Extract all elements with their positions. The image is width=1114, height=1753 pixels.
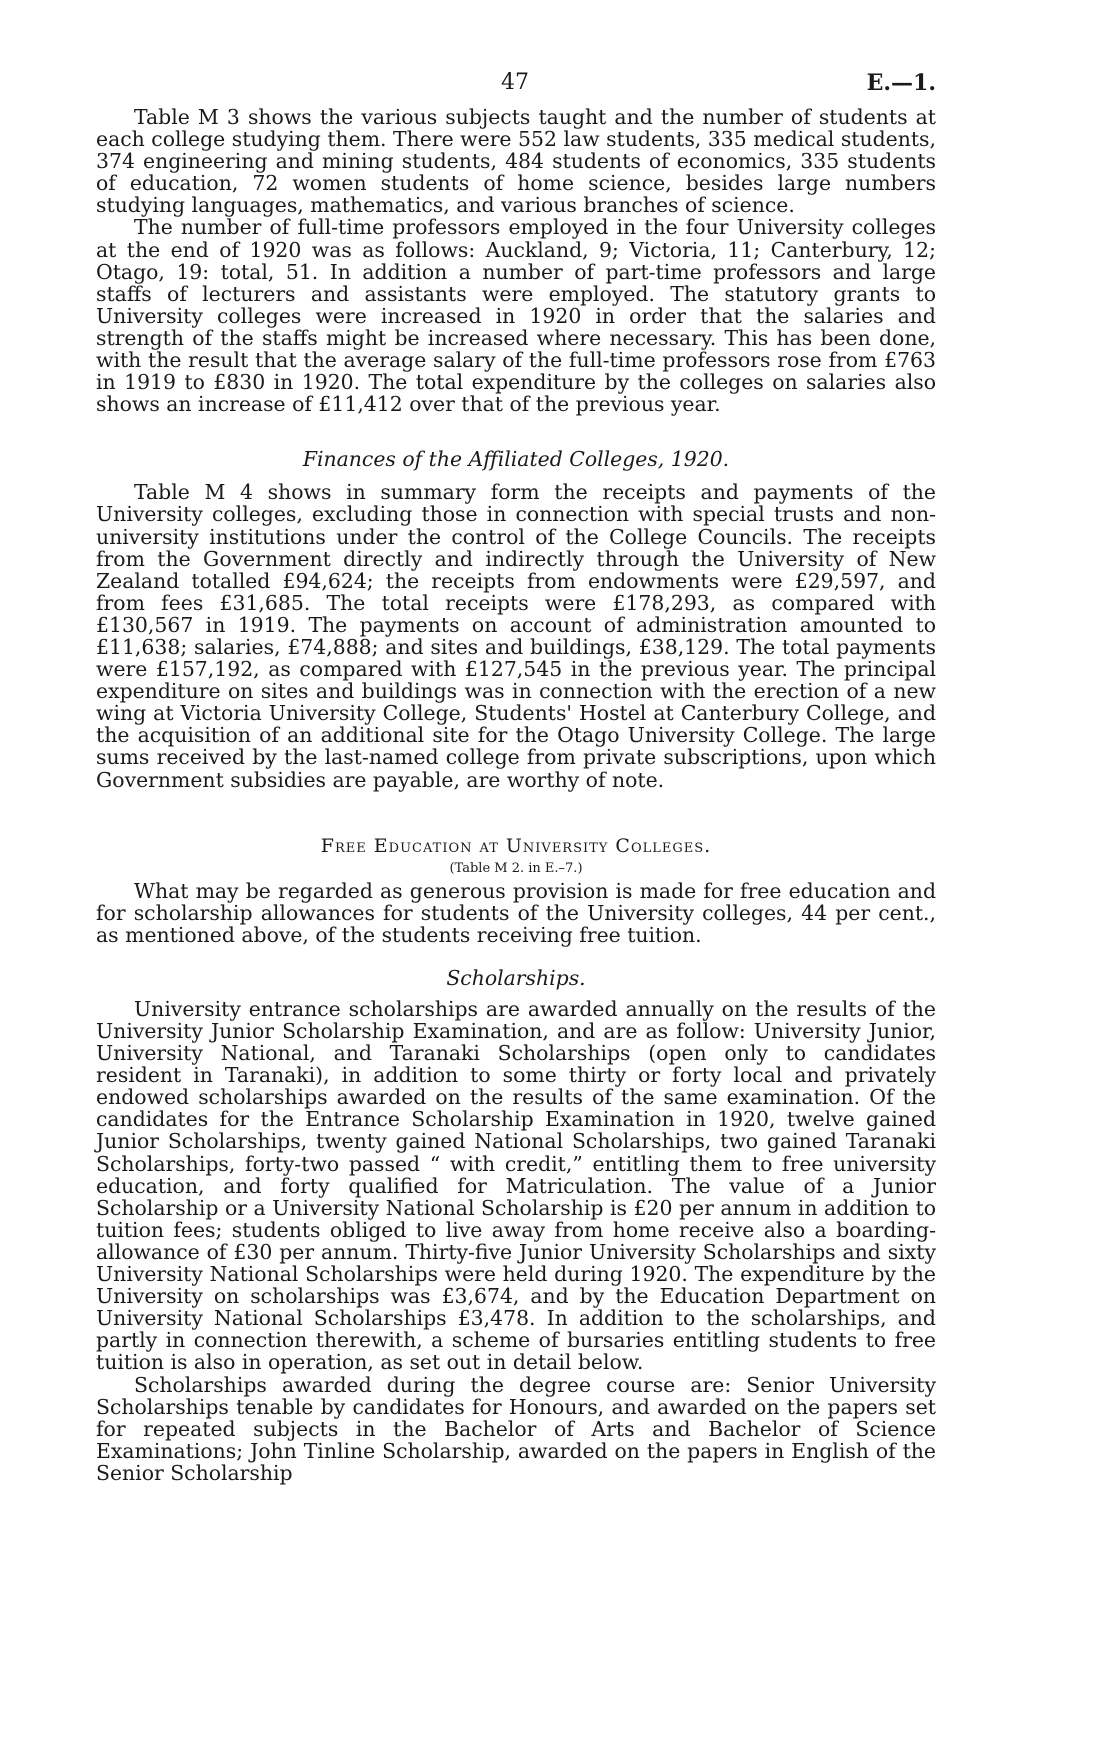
scholarships-heading: Scholarships. — [446, 965, 586, 990]
paragraph: What may be regarded as generous provision is made for free education and for scholarship allowances for students of the University colleges, 44 per cent., as mentioned above, of the students receiving free tuition. — [96, 878, 936, 947]
paragraph: Table M 4 shows in summary form the receipts and payments of the University colleges, excluding those in connection with special trusts and non-university institutions under the control of the College Councils. The receipts from the Government directly and indirectly through the University of New Zealand totalled £94,624; the receipts from endowments were £29,597, and from fees £31,685. The total receipts were £178,293, as compared with £130,567 in 1919. The payments on account of administration amounted to £11,638; salaries, £74,888; and sites and buildings, £38,129. The total payments were £157,192, as compared with £127,545 in the previous year. The principal expenditure on sites and buildings was in connection with the erection of a new wing at Victoria University College, Students' Hostel at Canterbury College, and the acquisition of an additional site for the Otago University College. The large sums received by the last-named college from private subscriptions, upon which Government subsidies are payable, are worthy of note. — [96, 480, 936, 792]
paragraph: Table M 3 shows the various subjects taught and the number of students at each college studying them. There were 552 law students, 335 medical students, 374 engineering and mining students, 484 students of economics, 335 students of education, 72 women students of home science, besides large numbers studying languages, mathematics, and various branches of science. — [96, 105, 936, 218]
free-education-heading: Free Education at University Colleges. — [320, 834, 712, 857]
page-reference: E.—1. — [866, 70, 936, 96]
paragraph: The number of full-time professors employed in the four University colleges at the end of 1920 was as follows: Auckland, 9; Victoria, 11; Canterbury, 12; Otago, 19: total, 51. In addition a number of part-time professors and large staffs of lecturers and assistants were employed. The statutory grants to University colleges were increased in 1920 in order that the salaries and strength of the staffs might be increased where necessary. This has been done, with the result that the average salary of the full-time professors rose from £763 in 1919 to £830 in 1920. The total expenditure by the colleges on salaries also shows an increase of £11,412 over that of the previous year. — [96, 215, 936, 417]
paragraph: Scholarships awarded during the degree course are: Senior University Scholarships tenable by candidates for Honours, and awarded on the papers set for repeated subjects in the Bachelor of Arts and Bachelor of Science Examinations; John Tinline Scholarship, awarded on the papers in English of the Senior Scholarship — [96, 1372, 936, 1485]
document-page — [96, 64, 936, 1484]
section-free-education — [96, 880, 936, 946]
free-education-note: (Table M 2. in E.–7.) — [449, 860, 583, 876]
section-finances — [96, 481, 936, 790]
page-number: 47 — [501, 70, 529, 95]
section-intro — [96, 106, 936, 415]
finances-heading: Finances of the Affiliated Colleges, 1920. — [302, 447, 730, 472]
page-header — [96, 64, 936, 106]
paragraph: University entrance scholarships are awarded annually on the results of the University Junior Scholarship Examination, and are as follow: University Junior, University National, and Taranaki Scholarships (open only to candidates resident in Taranaki), in addition to some thirty or forty local and privately endowed scholarships awarded on the results of the same examination. Of the candidates for the Entrance Scholarship Examination in 1920, twelve gained Junior Scholarships, twenty gained National Scholarships, two gained Taranaki Scholarships, forty-two passed “ with credit,” entitling them to free university education, and forty qualified for Matriculation. The value of a Junior Scholarship or a University National Scholarship is £20 per annum in addition to tuition fees; students obliged to live away from home receive also a boarding-allowance of £30 per annum. Thirty-five Junior University Scholarships and sixty University National Scholarships were held during 1920. The expenditure by the University on scholarships was £3,674, and by the Education Department on University National Scholarships £3,478. In addition to the scholarships, and partly in connection therewith, a scheme of bursaries entitling students to free tuition is also in operation, as set out in detail below. — [96, 996, 936, 1375]
section-scholarships — [96, 998, 936, 1484]
